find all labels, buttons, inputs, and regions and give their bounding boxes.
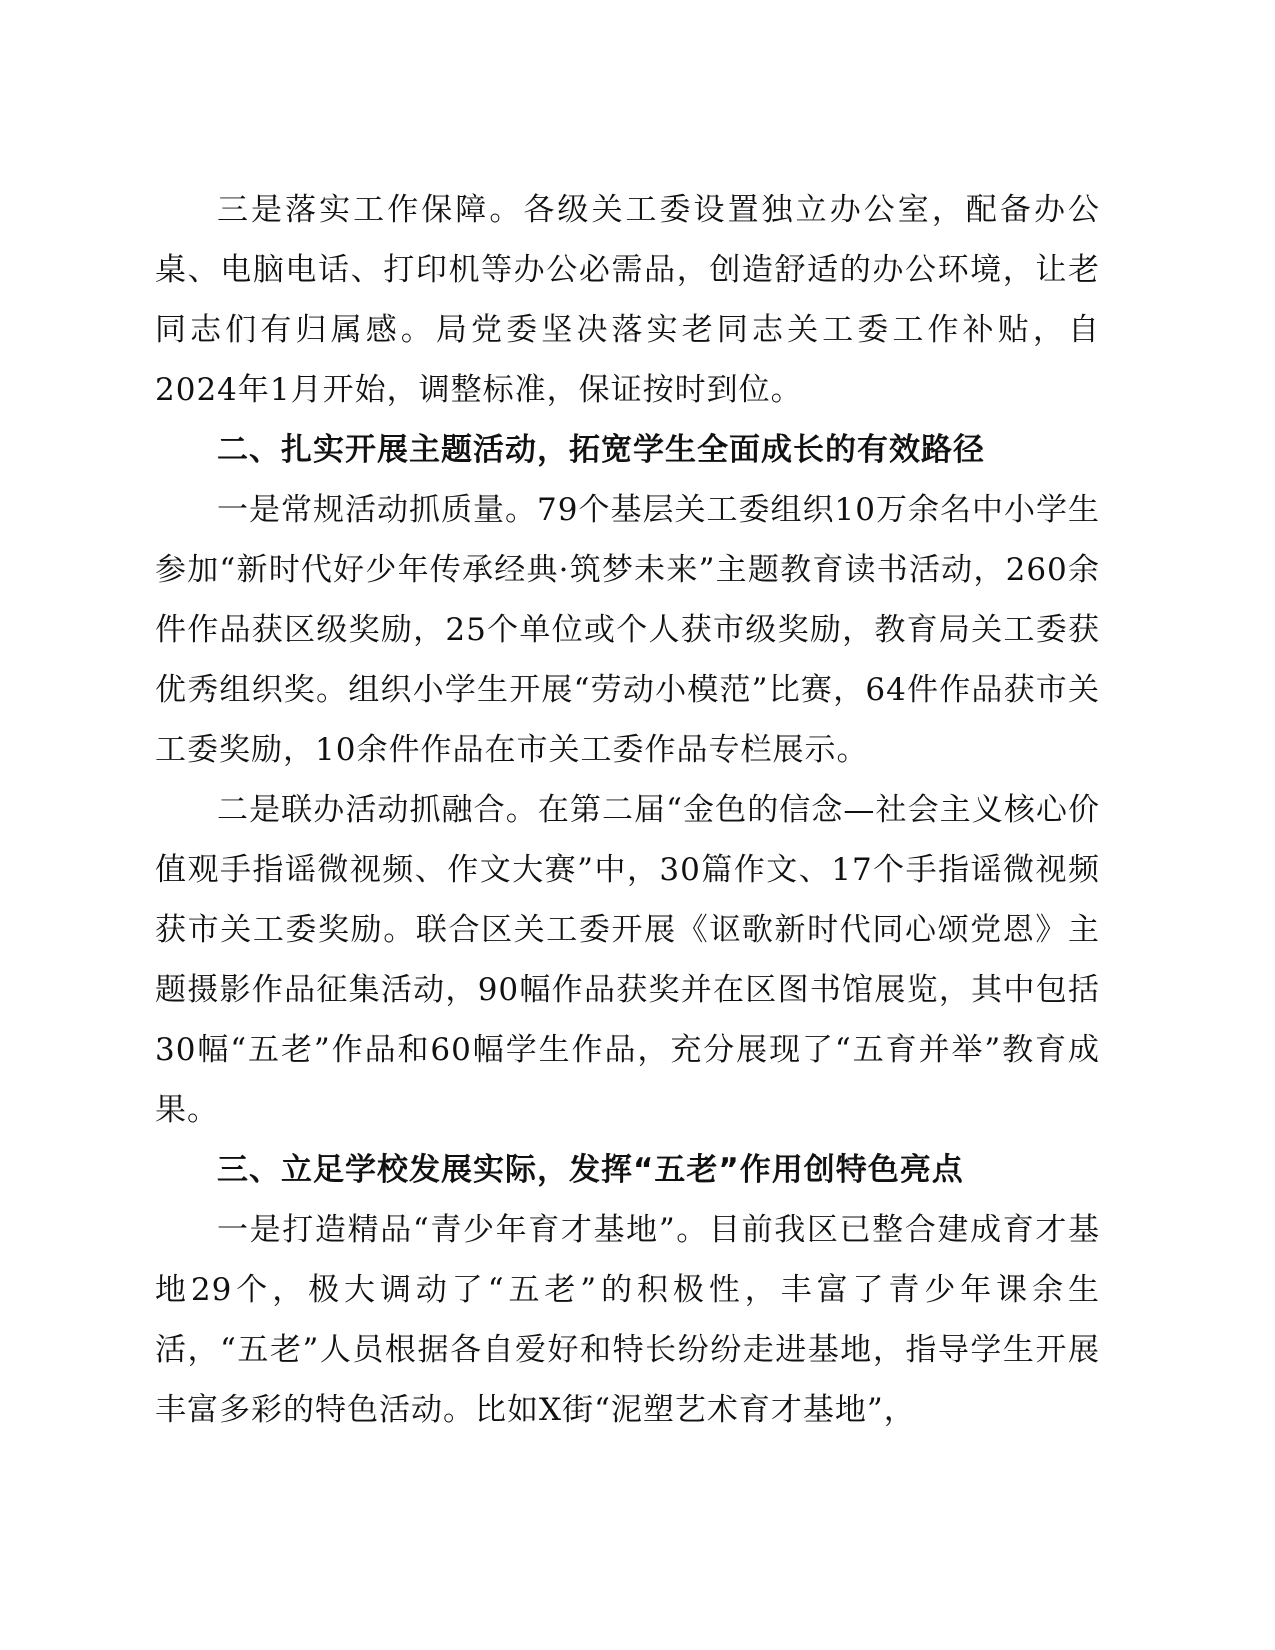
paragraph-routine-activities: 一是常规活动抓质量。79个基层关工委组织10万余名中小学生参加“新时代好少年传承经典·筑梦未来”主题教育读书活动，260余件作品获区级奖励，25个单位或个人获市级奖励，教育局关工委获优秀组织奖。组织小学生开展“劳动小模范”比赛，64件作品获市关工委奖励，10余件作品在市关工委作品专栏展示。 <box>155 492 1100 768</box>
paragraph-youth-bases: 一是打造精品“青少年育才基地”。目前我区已整合建成育才基地29个，极大调动了“五老”的积极性，丰富了青少年课余生活，“五老”人员根据各自爱好和特长纷纷走进基地，指导学生开展丰富多彩的特色活动。比如X街“泥塑艺术育才基地”， <box>155 1212 1100 1428</box>
paragraph-work-guarantee: 三是落实工作保障。各级关工委设置独立办公室，配备办公桌、电脑电话、打印机等办公必需品，创造舒适的办公环境，让老同志们有归属感。局党委坚决落实老同志关工委工作补贴，自2024年1月开始，调整标准，保证按时到位。 <box>155 192 1100 408</box>
paragraph-joint-activities: 二是联办活动抓融合。在第二届“金色的信念—社会主义核心价值观手指谣微视频、作文大赛”中，30篇作文、17个手指谣微视频获市关工委奖励。联合区关工委开展《讴歌新时代同心颂党恩》主题摄影作品征集活动，90幅作品获奖并在区图书馆展览，其中包括30幅“五老”作品和60幅学生作品，充分展现了“五育并举”教育成果。 <box>155 792 1100 1128</box>
section-heading-3: 三、立足学校发展实际，发挥“五老”作用创特色亮点 <box>217 1152 964 1188</box>
section-heading-2: 二、扎实开展主题活动，拓宽学生全面成长的有效路径 <box>217 432 985 468</box>
document-body <box>155 180 1100 1440</box>
